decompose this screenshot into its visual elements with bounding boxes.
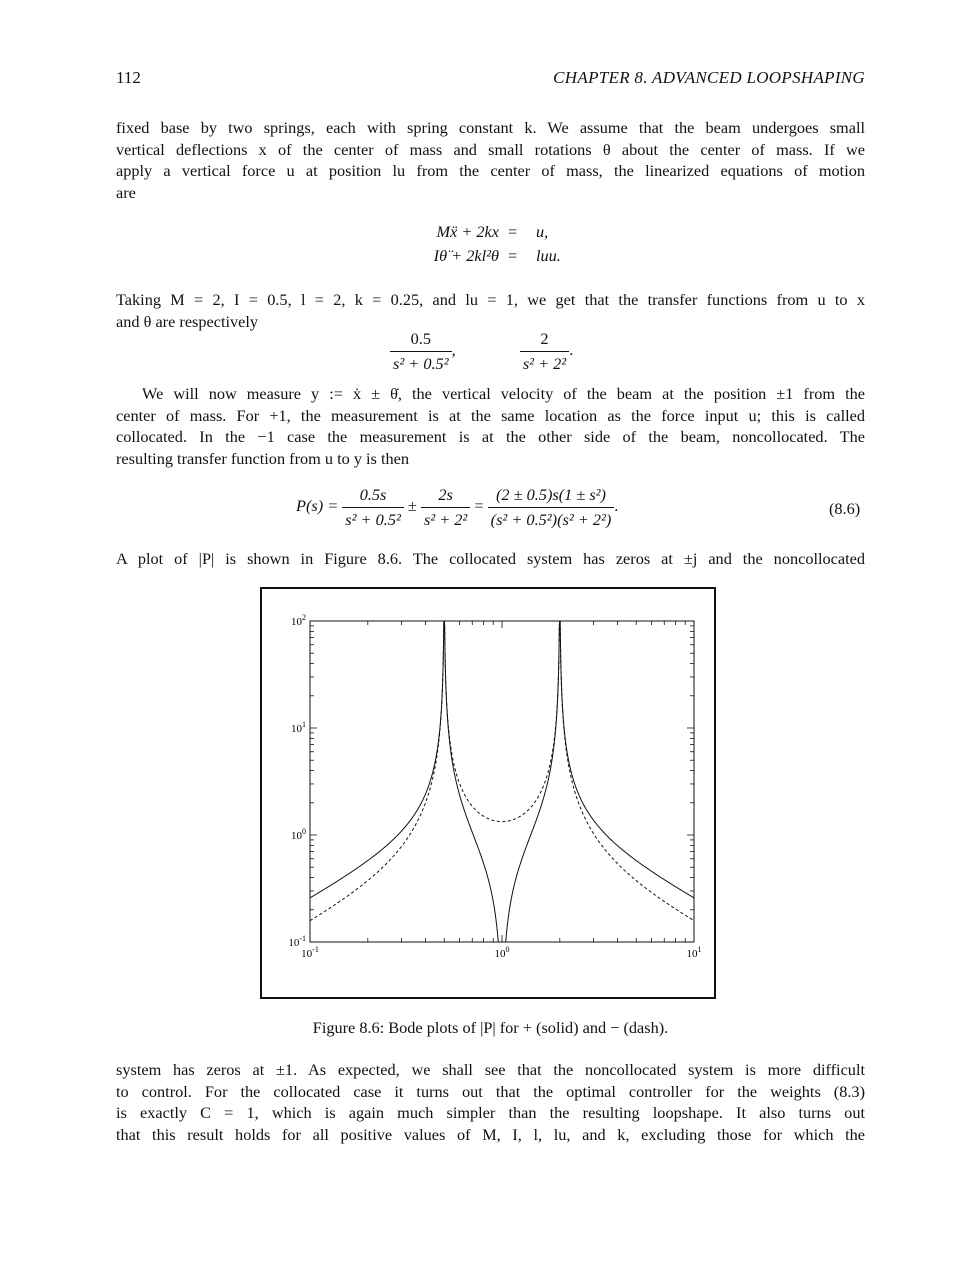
text-line: center of mass. For +1, the measurement is at the same location as the force input u; this is called bbox=[116, 405, 865, 425]
figure-caption: Figure 8.6: Bode plots of |P| for + (solid) and − (dash). bbox=[312, 1018, 669, 1037]
text-line: system has zeros at ±1. As expected, we shall see that the noncollocated system is more difficult bbox=[116, 1060, 865, 1079]
text-line: that this result holds for all positive values of M, I, l, lu, and k, excluding those for which the bbox=[116, 1124, 865, 1144]
equation-number: (8.6) bbox=[829, 499, 861, 518]
fraction-x bbox=[390, 329, 452, 374]
numerator: (2 ± 0.5)s(1 ± s²) bbox=[488, 485, 615, 508]
text-line: apply a vertical force u at position lu from the center of mass, the linearized equations of motion bbox=[116, 161, 865, 181]
eq2-rhs: luu. bbox=[536, 246, 561, 265]
text-line: collocated. In the −1 case the measurement is at the other side of the beam, noncollocated. The bbox=[116, 427, 865, 447]
x-tick-label: $10^{-1}$ bbox=[301, 945, 319, 960]
denominator: s² + 2² bbox=[522, 354, 567, 373]
text-line: A plot of |P| is shown in Figure 8.6. The collocated system has zeros at ±j and the noncollocated bbox=[116, 549, 865, 568]
paragraph-plot-intro bbox=[116, 548, 865, 570]
numerator: 0.5 bbox=[390, 329, 452, 352]
punctuation: . bbox=[569, 340, 574, 360]
eq2-lhs: Iθ̈ + 2kl²θ bbox=[433, 246, 499, 265]
eq1-lhs: Mẍ + 2kx bbox=[436, 222, 499, 241]
numerator: 0.5s bbox=[342, 485, 404, 508]
eq1-rhs: u, bbox=[536, 222, 549, 241]
x-tick-label: $10^1$ bbox=[686, 945, 702, 960]
numerator: 2s bbox=[421, 485, 470, 508]
text-line: vertical deflections x of the center of mass and small rotations θ about the center of mass. If we bbox=[116, 139, 865, 159]
transfer-functions bbox=[390, 329, 573, 374]
y-tick-label: $10^0$ bbox=[291, 827, 306, 842]
fraction-theta bbox=[520, 329, 569, 374]
running-header bbox=[116, 68, 865, 90]
text-line: are bbox=[116, 182, 136, 202]
series-line-noncollocated bbox=[310, 621, 694, 921]
y-tick-label: $10^{-1}$ bbox=[288, 934, 306, 949]
fraction-result bbox=[488, 485, 615, 530]
y-tick-label: $10^1$ bbox=[291, 720, 306, 735]
denominator: s² + 0.5² bbox=[345, 510, 401, 529]
fraction-term1 bbox=[342, 485, 404, 530]
text-line: and θ are respectively bbox=[116, 311, 259, 331]
text-line: Taking M = 2, I = 0.5, l = 2, k = 0.25, and lu = 1, we get that the transfer functions from u to x bbox=[116, 290, 865, 309]
page-number: 112 bbox=[116, 68, 141, 87]
text-line: resulting transfer function from u to y is then bbox=[116, 448, 409, 468]
denominator: s² + 2² bbox=[423, 510, 468, 529]
paragraph-parameters bbox=[116, 289, 865, 332]
bode-plot bbox=[262, 589, 714, 997]
x-tick-label: $10^0$ bbox=[494, 945, 510, 960]
eq1-rel: = bbox=[508, 222, 518, 241]
figure-frame bbox=[260, 587, 716, 999]
series-line-collocated bbox=[310, 621, 694, 942]
paragraph-conclusion bbox=[116, 1059, 865, 1145]
eq2-rel: = bbox=[508, 246, 518, 265]
punctuation: . bbox=[614, 496, 619, 516]
paragraph-beam-description bbox=[116, 117, 865, 203]
text-line: is exactly C = 1, which is again much simpler than the resulting loopshape. It also turns out bbox=[116, 1103, 865, 1123]
equals-sign: = bbox=[474, 496, 484, 516]
denominator: (s² + 0.5²)(s² + 2²) bbox=[490, 510, 612, 529]
numerator: 2 bbox=[520, 329, 569, 352]
denominator: s² + 0.5² bbox=[393, 354, 449, 373]
text-line: fixed base by two springs, each with spring constant k. We assume that the beam undergoes small bbox=[116, 118, 865, 137]
plot-area-frame bbox=[310, 621, 694, 942]
equation-lhs: P(s) = bbox=[296, 496, 339, 516]
chapter-title: CHAPTER 8. ADVANCED LOOPSHAPING bbox=[553, 68, 865, 87]
plus-minus: ± bbox=[407, 496, 417, 516]
punctuation: , bbox=[451, 340, 456, 360]
text-line: to control. For the collocated case it turns out that the optimal controller for the weights (8.3) bbox=[116, 1081, 865, 1101]
y-tick-label: $10^2$ bbox=[291, 613, 306, 628]
paragraph-measurement bbox=[116, 383, 865, 469]
fraction-term2 bbox=[421, 485, 470, 530]
equation-8-6 bbox=[296, 485, 618, 530]
text-line: We will now measure y := ẋ ± θ̇, the vertical velocity of the beam at the position ±1 from the bbox=[142, 384, 865, 403]
equations-of-motion bbox=[412, 222, 612, 270]
